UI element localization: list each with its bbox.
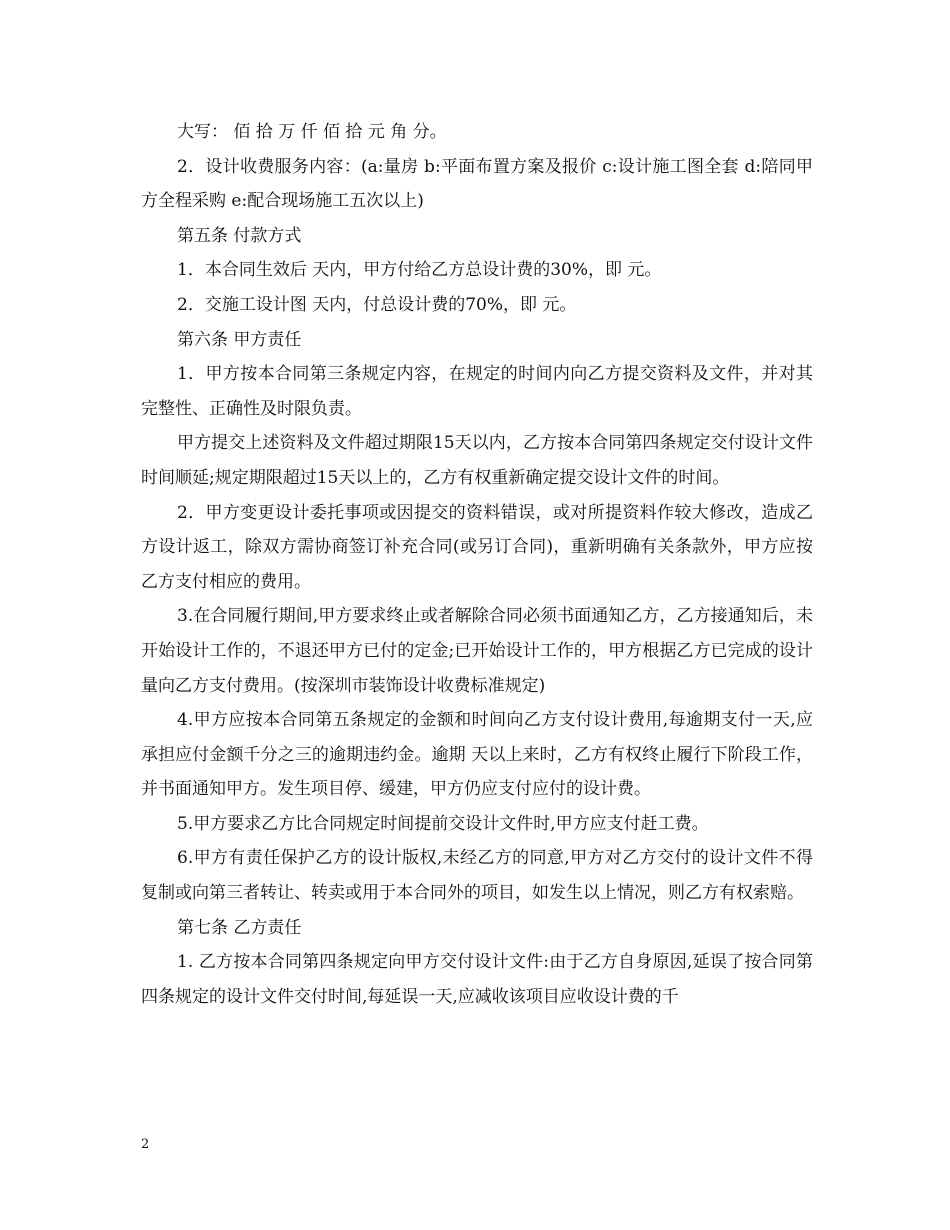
party-b-clause-1: 1. 乙方按本合同第四条规定向甲方交付设计文件:由于乙方自身原因,延误了按合同第四条规定的设计文件交付时间,每延误一天,应减收该项目应收设计费的千 <box>141 952 813 1007</box>
party-a-clause-2: 2．甲方变更设计委托事项或因提交的资料错误，或对所提资料作较大修改，造成乙方设计返工，除双方需协商签订补充合同(或另订合同)，重新明确有关条款外，甲方应按乙方支付相应的费用。 <box>141 502 813 592</box>
amount-in-words: 大写： 佰 拾 万 仟 佰 拾 元 角 分。 <box>177 122 447 142</box>
party-a-clause-1-continued: 甲方提交上述资料及文件超过期限15天以内，乙方按本合同第四条规定交付设计文件时间顺延;规定期限超过15天以上的，乙方有权重新确定提交设计文件的时间。 <box>141 433 813 488</box>
party-a-clause-4: 4.甲方应按本合同第五条规定的金额和时间向乙方支付设计费用,每逾期支付一天,应承担应付金额千分之三的逾期违约金。逾期 天以上来时，乙方有权终止履行下阶段工作，并书面通知甲方。发生项目停、缓建，甲方仍应支付应付的设计费。 <box>141 710 813 800</box>
party-a-clause-6: 6.甲方有责任保护乙方的设计版权,未经乙方的同意,甲方对乙方交付的设计文件不得复制或向第三者转让、转卖或用于本合同外的项目，如发生以上情况，则乙方有权索赔。 <box>141 848 813 904</box>
party-a-clause-5: 5.甲方要求乙方比合同规定时间提前交设计文件时,甲方应支付赶工费。 <box>177 813 709 834</box>
payment-clause-1: 1．本合同生效后 天内，甲方付给乙方总设计费的30%，即 元。 <box>177 260 662 281</box>
payment-clause-2: 2．交施工设计图 天内，付总设计费的70%，即 元。 <box>177 294 577 315</box>
design-service-content: 2．设计收费服务内容：(a:量房 b:平面布置方案及报价 c:设计施工图全套 d:陪同甲方全程采购 e:配合现场施工五次以上) <box>141 156 813 212</box>
party-a-clause-1: 1．甲方按本合同第三条规定内容，在规定的时间内向乙方提交资料及文件，并对其完整性、正确性及时限负责。 <box>141 364 813 419</box>
article-7-heading: 第七条 乙方责任 <box>177 917 302 938</box>
page-number: 2 <box>141 1137 150 1152</box>
article-5-heading: 第五条 付款方式 <box>177 225 302 246</box>
document-body <box>141 115 813 1014</box>
article-6-heading: 第六条 甲方责任 <box>177 329 302 350</box>
party-a-clause-3: 3.在合同履行期间,甲方要求终止或者解除合同必须书面通知乙方，乙方接通知后，未开始设计工作的，不退还甲方已付的定金;已开始设计工作的，甲方根据乙方已完成的设计量向乙方支付费用。(按深圳市装饰设计收费标准规定) <box>141 606 813 696</box>
